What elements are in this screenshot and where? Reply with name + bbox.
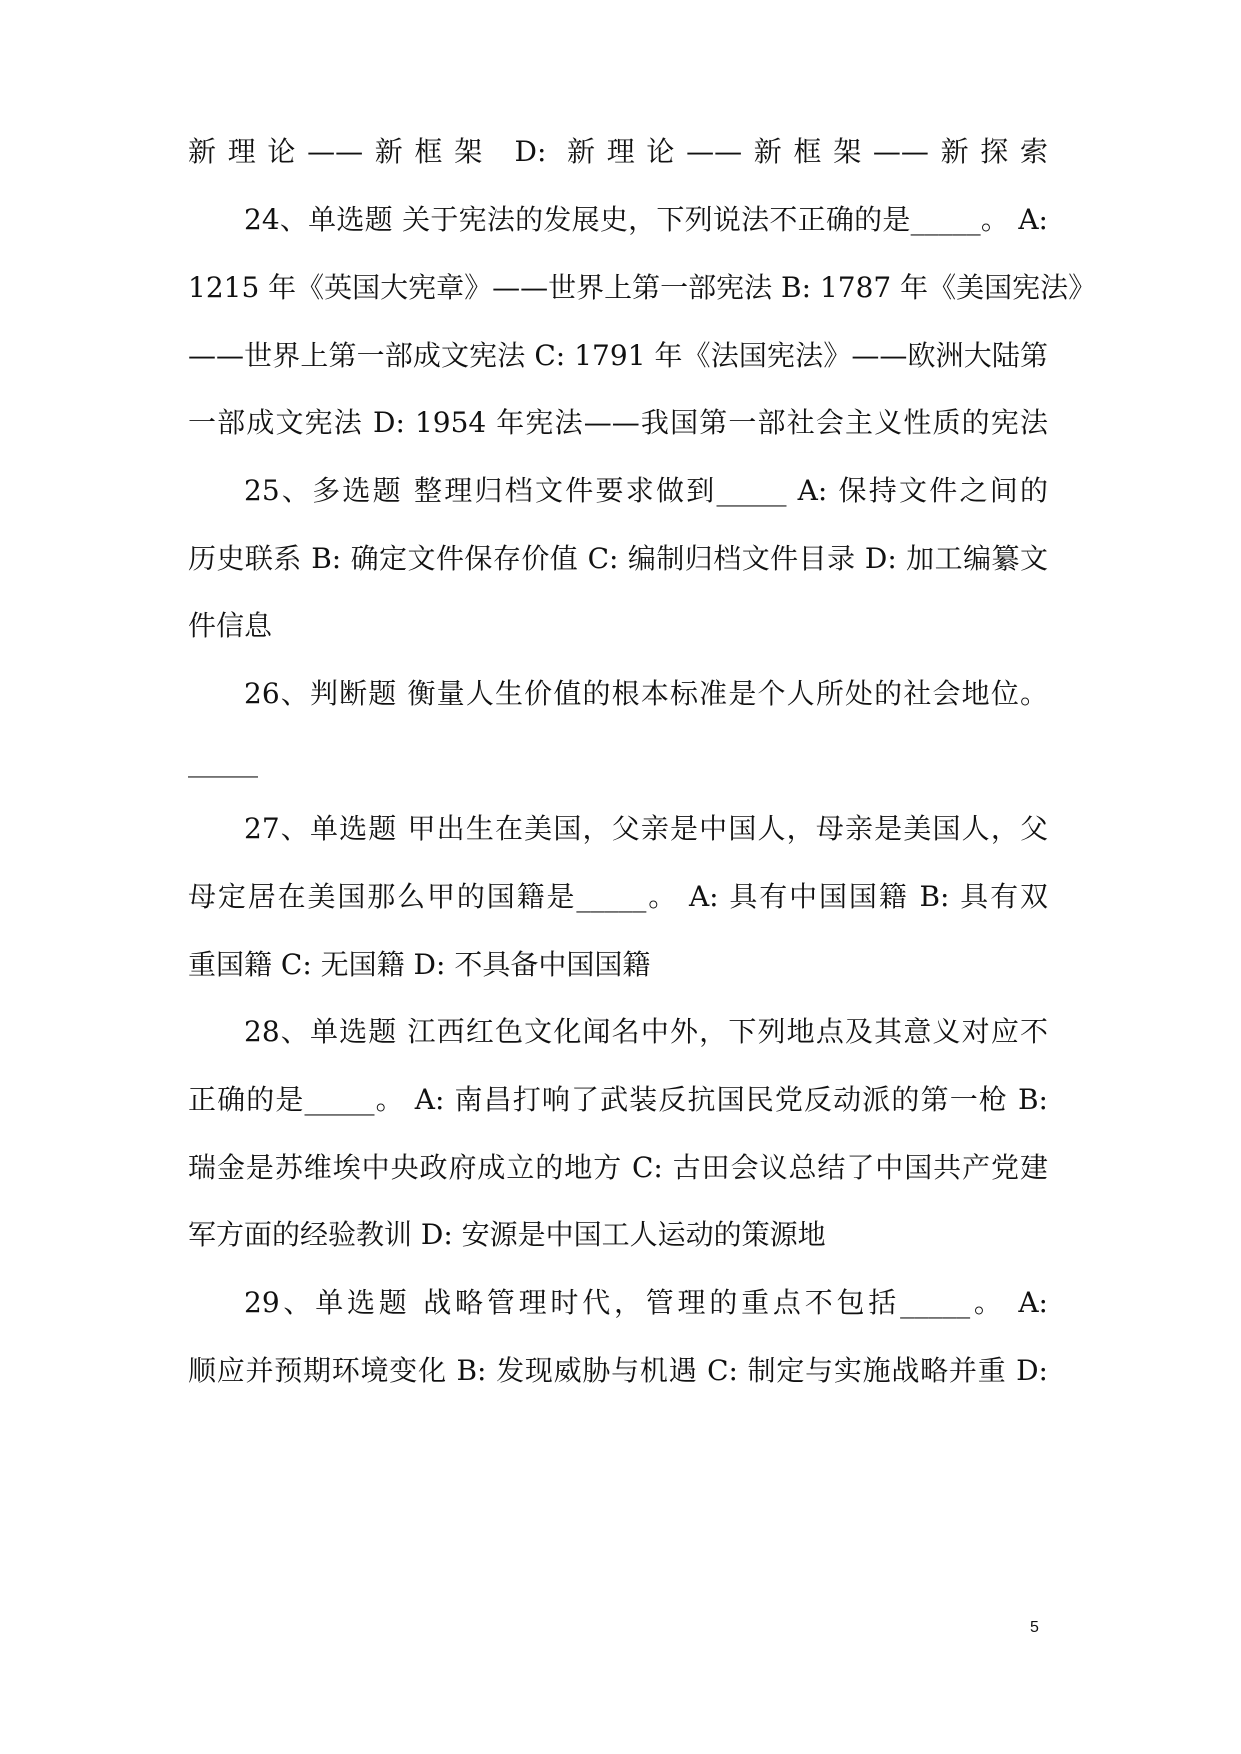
- text-line: 一部成文宪法 D: 1954 年宪法——我国第一部社会主义性质的宪法: [188, 406, 1048, 439]
- text-line: 件信息: [188, 609, 273, 642]
- question-25-header: 25、多选题 整理归档文件要求做到_____ A: 保持文件之间的: [244, 474, 1048, 507]
- text-line: ——世界上第一部成文宪法 C: 1791 年《法国宪法》——欧洲大陆第: [188, 339, 1048, 372]
- answer-blank: _____: [188, 745, 258, 778]
- question-27-header: 27、单选题 甲出生在美国，父亲是中国人，母亲是美国人，父: [244, 812, 1048, 845]
- text-line: 瑞金是苏维埃中央政府成立的地方 C: 古田会议总结了中国共产党建: [188, 1151, 1048, 1184]
- question-29-header: 29、单选题 战略管理时代，管理的重点不包括_____。 A:: [244, 1286, 1048, 1319]
- text-line: 母定居在美国那么甲的国籍是_____。 A: 具有中国国籍 B: 具有双: [188, 880, 1048, 913]
- question-26-header: 26、判断题 衡量人生价值的根本标准是个人所处的社会地位。: [244, 677, 1048, 710]
- question-24-header: 24、单选题 关于宪法的发展史，下列说法不正确的是_____。 A:: [244, 203, 1048, 236]
- text-line: 重国籍 C: 无国籍 D: 不具备中国国籍: [188, 948, 651, 981]
- text-line: 正确的是_____。 A: 南昌打响了武装反抗国民党反动派的第一枪 B:: [188, 1083, 1048, 1116]
- text-line: 历史联系 B: 确定文件保存价值 C: 编制归档文件目录 D: 加工编纂文: [188, 542, 1048, 575]
- text-line: 军方面的经验教训 D: 安源是中国工人运动的策源地: [188, 1218, 826, 1251]
- text-line: 新理论——新框架 D: 新理论——新框架——新探索: [188, 135, 1048, 168]
- text-line: 顺应并预期环境变化 B: 发现威胁与机遇 C: 制定与实施战略并重 D:: [188, 1354, 1048, 1387]
- question-28-header: 28、单选题 江西红色文化闻名中外，下列地点及其意义对应不: [244, 1015, 1048, 1048]
- text-line: 1215 年《英国大宪章》——世界上第一部宪法 B: 1787 年《美国宪法》: [188, 271, 1097, 304]
- page-number: 5: [1030, 1619, 1039, 1636]
